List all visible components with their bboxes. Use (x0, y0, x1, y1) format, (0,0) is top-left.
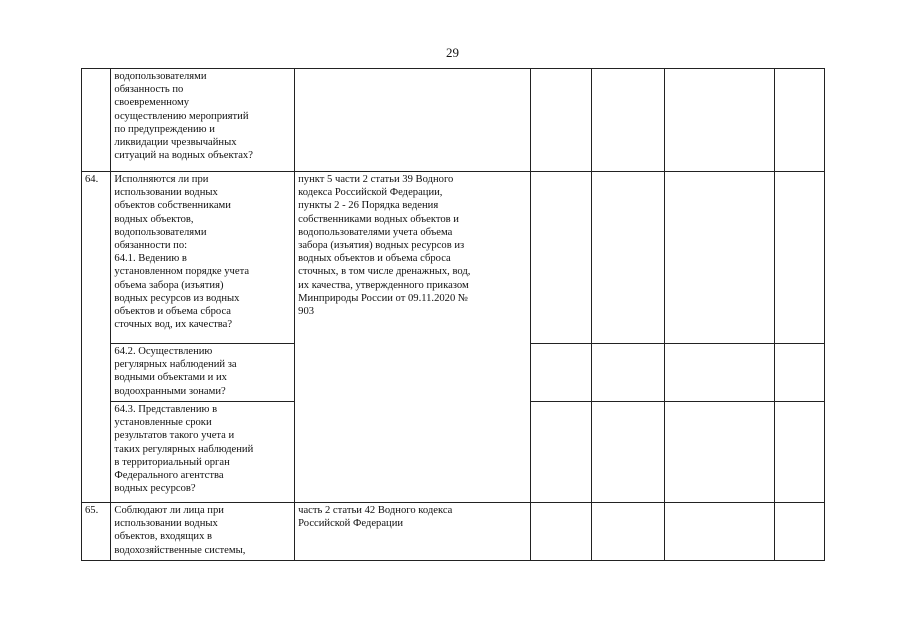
empty-cell (775, 344, 825, 402)
row-number-cell: 64. (82, 172, 111, 503)
empty-cell (530, 503, 591, 561)
table-row (82, 69, 825, 172)
empty-cell (775, 172, 825, 344)
question-cell: 64.2. Осуществлению регулярных наблюдений за водными объектами и их водоохранными зонами? (111, 344, 295, 402)
empty-cell (530, 172, 591, 344)
table-row (82, 503, 825, 561)
empty-cell (591, 172, 664, 344)
empty-cell (664, 503, 775, 561)
row-number-cell (82, 69, 111, 172)
reference-cell (295, 69, 530, 172)
empty-cell (591, 503, 664, 561)
empty-cell (664, 69, 775, 172)
empty-cell (775, 503, 825, 561)
empty-cell (664, 402, 775, 503)
page-number: 29 (446, 45, 459, 60)
question-cell: Соблюдают ли лица при использовании водных объектов, входящих в водохозяйственные системы, (111, 503, 295, 561)
empty-cell (530, 402, 591, 503)
empty-cell (530, 344, 591, 402)
empty-cell (591, 402, 664, 503)
reference-cell: пункт 5 части 2 статьи 39 Водного кодекса Российской Федерации, пункты 2 - 26 Порядка ведения собственниками водных объектов и водопользователями учета объема забора (изъятия) водных ресурсов из водных объектов и объема сброса сточных, в том числе дренажных, вод, их качества, утвержденного приказом Минприроды России от 09.11.2020 № 903 (295, 172, 530, 503)
row-number-cell: 65. (82, 503, 111, 561)
question-cell: Исполняются ли при использовании водных объектов собственниками водных объектов, водопользователями обязанности по: 64.1. Ведению в установленном порядке учета объема забора (изъятия) водных ресурсов из водных объектов и объема сброса сточных вод, их качества? (111, 172, 295, 344)
empty-cell (775, 69, 825, 172)
empty-cell (775, 402, 825, 503)
question-cell: 64.3. Представлению в установленные сроки результатов такого учета и таких регулярных наблюдений в территориальный орган Федерального агентства водных ресурсов? (111, 402, 295, 503)
requirements-table (81, 68, 825, 561)
empty-cell (591, 344, 664, 402)
table-row (82, 172, 825, 344)
empty-cell (530, 69, 591, 172)
empty-cell (591, 69, 664, 172)
reference-cell: часть 2 статьи 42 Водного кодекса Российской Федерации (295, 503, 530, 561)
empty-cell (664, 172, 775, 344)
empty-cell (664, 344, 775, 402)
question-cell: водопользователями обязанность по своевременному осуществлению мероприятий по предупреждению и ликвидации чрезвычайных ситуаций на водных объектах? (111, 69, 295, 172)
